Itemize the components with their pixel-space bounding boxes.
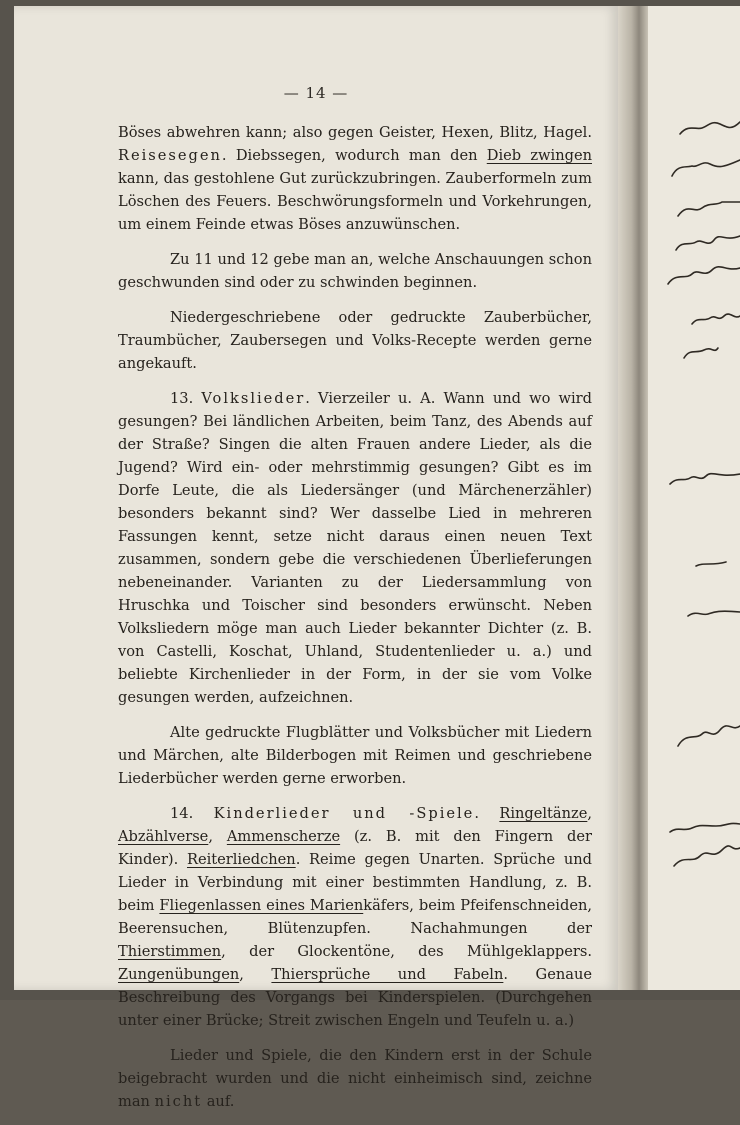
underlined-phrase: Fliegenlassen eines Marien (159, 897, 364, 914)
page-number: — 14 — (283, 84, 349, 102)
body-text (118, 121, 592, 1125)
underlined-phrase: Ringeltänze (499, 805, 588, 822)
document-page (14, 6, 618, 1110)
text-run: . Diebssegen, wodurch man den (221, 147, 487, 164)
text-run: 14. (170, 805, 214, 822)
text-run: Zu 11 und 12 gebe man an, welche Anschauungen schon geschwunden sind oder zu schwinden beginnen. (118, 251, 592, 291)
spaced-heading: Kinderlieder und -Spiele (213, 805, 475, 822)
text-run: käfers, beim Pfeifenschneiden, Beerensuchen, Blütenzupfen. Nachahmungen der (118, 897, 592, 937)
paragraph-p5 (118, 721, 592, 790)
text-run: . Genaue Beschreibung des Vorgangs bei Kinderspielen. (Durchgehen unter einer Brücke; Streit zwischen Engeln und Teufeln u. a.) (118, 966, 592, 1029)
paragraph-p2 (118, 248, 592, 294)
page-gutter (618, 6, 648, 990)
text-run: . (474, 805, 500, 822)
underlined-phrase: Reiterliedchen (186, 851, 296, 868)
spaced-heading: Reisesegen (118, 147, 222, 164)
handwriting-scribbles (648, 6, 740, 990)
paragraph-p6 (118, 802, 592, 1032)
text-run: Niedergeschriebene oder gedruckte Zauberbücher, Traumbücher, Zaubersegen und Volks-Recepte werden gerne angekauft. (118, 309, 592, 372)
text-run: . Reime gegen Unarten. Sprüche und Lieder in Verbindung mit einer bestimmten Handlung, z. B. beim (118, 851, 592, 914)
underlined-phrase: Dieb zwingen (486, 147, 592, 164)
spaced-heading: Volkslieder (201, 390, 306, 407)
paragraph-p3 (118, 306, 592, 375)
underlined-phrase: Thiersprüche und Fabeln (271, 966, 504, 983)
text-run: , (239, 966, 272, 983)
text-run: auf. (202, 1093, 235, 1110)
text-run: kann, das gestohlene Gut zurückzubringen. Zauberformeln zum Löschen des Feuers. Beschwörungsformeln und Vorkehrungen, um einem Feinde etwas Böses anzuwünschen. (118, 170, 592, 233)
text-run: Böses abwehren kann; also gegen Geister, Hexen, Blitz, Hagel. (118, 124, 592, 141)
text-run: . Vierzeiler u. A. Wann und wo wird gesungen? Bei ländlichen Arbeiten, beim Tanz, des Abends auf der Straße? Singen die alten Frauen andere Lieder, als die Jugend? Wird ein- oder mehrstimmig gesungen? Gibt es im Dorfe Leute, die als Liedersänger (und Märchenerzähler) besonders bekannt sind? Wer dasselbe Lied in mehreren Fassungen kennt, setze nicht daraus einen neuen Text zusammen, sondern gebe die verschiedenen Überlieferungen nebeneinander. Varianten zu der Liedersammlung von Hruschka und Toischer sind besonders erwünscht. Neben Volksliedern möge man auch Lieder bekannter Dichter (z. B. von Castelli, Koschat, Uhland, Studentenlieder u. a.) und beliebte Kirchenlieder in der Form, in der sie vom Volke gesungen werden, aufzeichnen. (118, 390, 592, 706)
underlined-phrase: Zungenübungen (118, 966, 240, 983)
text-run: (z. B. mit den Fingern der Kinder). (118, 828, 592, 868)
text-run: 13. (170, 390, 202, 407)
paragraph-p7 (118, 1044, 592, 1113)
underlined-phrase: Ammenscherze (226, 828, 341, 845)
underlined-phrase: Abzählverse (118, 828, 209, 845)
paragraph-p1 (118, 121, 592, 236)
spaced-heading: nicht (154, 1093, 203, 1110)
paragraph-p4 (118, 387, 592, 709)
underlined-phrase: Thierstimmen (118, 943, 222, 960)
text-run: , (587, 805, 592, 822)
text-run: Alte gedruckte Flugblätter und Volksbücher mit Liedern und Märchen, alte Bilderbogen mit Reimen und geschriebene Liederbücher werden gerne erworben. (118, 724, 592, 787)
facing-page-handwriting (648, 6, 740, 990)
text-run: , (208, 828, 227, 845)
text-run: Lieder und Spiele, die den Kindern erst in der Schule beigebracht wurden und die nicht einheimisch sind, zeichne man (118, 1047, 592, 1110)
text-run: , der Glockentöne, des Mühlgeklappers. (221, 943, 592, 960)
